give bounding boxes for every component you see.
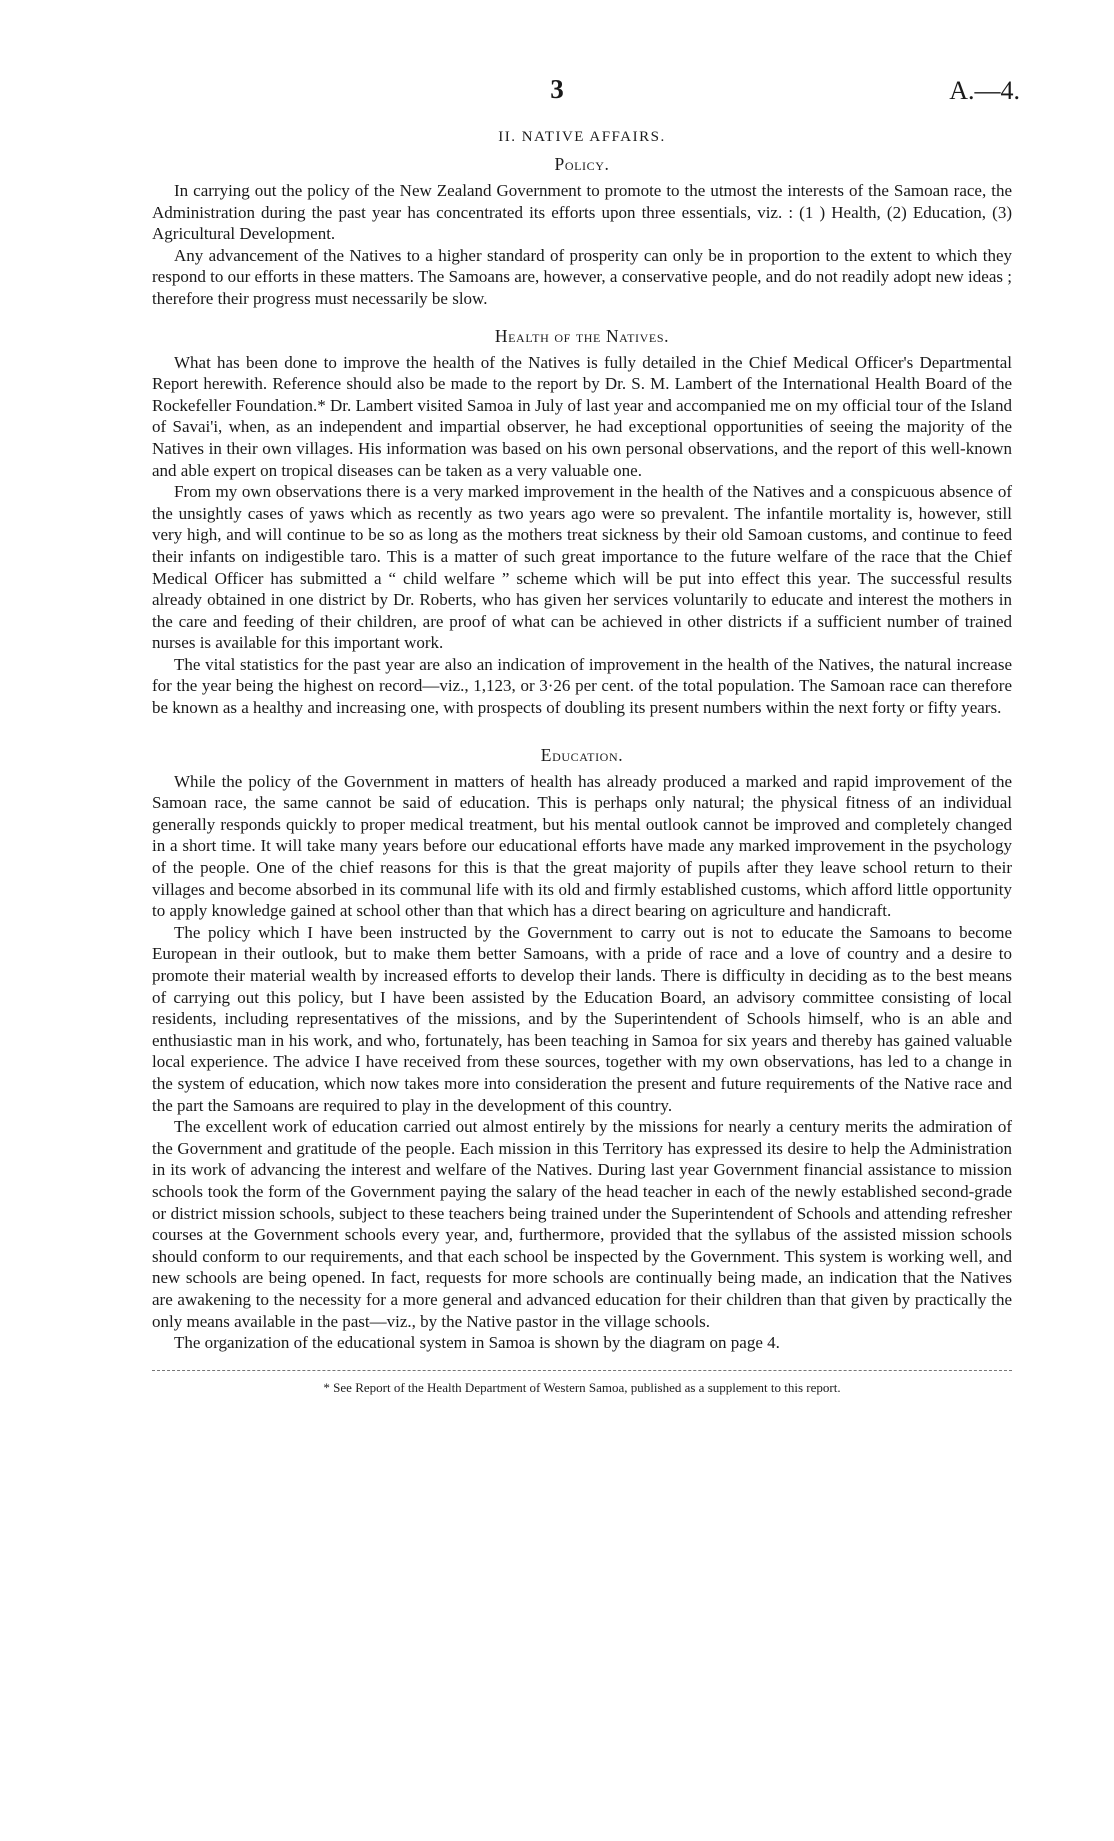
health-paragraph-3: The vital statistics for the past year are also an indication of improvement in the health of the Natives, the natural increase for the year being the highest on record—viz., 1,123, or 3·26 per cent. of the total population. The Samoan race can therefore be known as a healthy and increasing one, with prospects of doubling its present numbers within the next forty or fifty years. <box>152 654 1012 718</box>
document-reference: A.—4. <box>949 76 1020 105</box>
policy-paragraph-1: In carrying out the policy of the New Zealand Government to promote to the utmost the interests of the Samoan race, the Administration during the past year has concentrated its efforts upon three essentials, viz. : (1 ) Health, (2) Education, (3) Agricultural Development. <box>152 181 1012 244</box>
education-paragraph-1: While the policy of the Government in matters of health has already produced a marked and rapid improvement of the Samoan race, the same cannot be said of education. This is perhaps only natural; the physical fitness of an individual generally responds quickly to proper medical treatment, but his mental outlook cannot be improved and completely changed in a short time. It will take many years before our educational efforts have made any marked improvement in the psychology of the people. One of the chief reasons for this is that the great majority of pupils after they leave school return to their villages and become absorbed in its communal life with its old and firmly established customs, which afford little opportunity to apply knowledge gained at school other than that which has a direct bearing on agriculture and handicraft. <box>152 771 1012 921</box>
education-paragraph-3: The excellent work of education carried out almost entirely by the missions for nearly a century merits the admiration of the Government and gratitude of the people. Each mission in this Territory has expressed its desire to help the Administration in its work of advancing the interest and welfare of the Natives. During last year Government financial assistance to mission schools took the form of the Government paying the salary of the head teacher in each of the newly established second-grade or district mission schools, subject to these teachers being trained under the Superintendent of Schools and attending refresher courses at the Government schools every year, and, furthermore, provided that the syllabus of the assisted mission schools should conform to our requirements, and that each school be inspected by the Government. This system is working well, and new schools are being opened. In fact, requests for more schools are continually being made, an indication that the Natives are awakening to the necessity for a more general and advanced education for their children than that given by practically the only means available in the past—viz., by the Native pastor in the village schools. <box>152 1117 1012 1331</box>
policy-paragraph-2: Any advancement of the Natives to a higher standard of prosperity can only be in proportion to the extent to which they respond to our efforts in these matters. The Samoans are, however, a conservative people, and do not readily adopt new ideas ; therefore their progress must necessarily be slow. <box>152 245 1012 308</box>
footnote-divider <box>152 1370 1012 1371</box>
section-title: II. NATIVE AFFAIRS. <box>498 129 666 145</box>
education-paragraph-2: The policy which I have been instructed by the Government to carry out is not to educate the Samoans to become European in their outlook, but to make them better Samoans, with a pride of race and a love of country and a desire to promote their material wealth by increased efforts to develop their lands. There is difficulty in deciding as to the best means of carrying out this policy, but I have been assisted by the Education Board, an advisory committee consisting of local residents, including representatives of the missions, and by the Superintendent of Schools himself, who is an able and enthusiastic man in his work, and who, fortunately, has been teaching in Samoa for six years and thereby has gained valuable local experience. The advice I have received from these sources, together with my own observations, has led to a change in the system of education, which now takes more into consideration the present and future requirements of the Native race and the part the Samoans are required to play in the development of this country. <box>152 922 1012 1115</box>
health-paragraph-2: From my own observations there is a very marked improvement in the health of the Natives and a conspicuous absence of the unsightly cases of yaws which as recently as two years ago were so prevalent. The infantile mortality is, however, still very high, and will continue to be so as long as the mothers treat sickness by their old Samoan customs, and continue to feed their infants on indigestible taro. This is a matter of such great importance to the future welfare of the race that the Chief Medical Officer has submitted a “ child welfare ” scheme which will be put into effect this year. The successful results already obtained in one district by Dr. Roberts, who has given her services voluntarily to educate and interest the mothers in the care and feeding of their children, are proof of what can be achieved in other districts if a sufficient number of trained nurses is available for this important work. <box>152 482 1012 653</box>
footnote: * See Report of the Health Department of Western Samoa, published as a supplement to this report. <box>323 1379 841 1395</box>
heading-policy: Policy. <box>554 154 610 174</box>
page-body <box>152 120 1012 1397</box>
health-paragraph-1: What has been done to improve the health of the Natives is fully detailed in the Chief Medical Officer's Departmental Report herewith. Reference should also be made to the report by Dr. S. M. Lambert of the International Health Board of the Rockefeller Foundation.* Dr. Lambert visited Samoa in July of last year and accompanied me on my official tour of the Island of Savai'i, when, as an independent and impartial observer, he had exceptional opportunities of seeing the majority of the Natives in their own villages. His information was based on his own personal observations, and the report of this well-known and able expert on tropical diseases can be taken as a very valuable one. <box>152 352 1012 480</box>
page-number: 3 <box>550 74 564 104</box>
heading-education: Education. <box>540 744 624 765</box>
heading-health: Health of the Natives. <box>494 325 670 346</box>
education-paragraph-4: The organization of the educational system in Samoa is shown by the diagram on page 4. <box>174 1333 780 1353</box>
